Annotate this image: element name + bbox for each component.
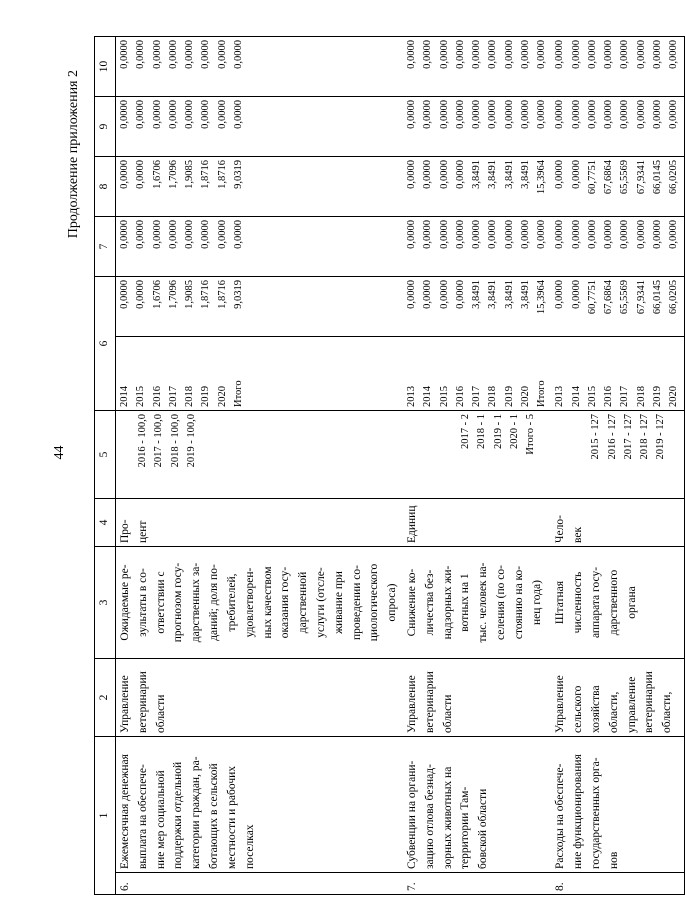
cell-line: 0,0000 [135, 160, 147, 189]
cell-line: 0,0000 [232, 100, 244, 129]
cell-line: 0,0000 [554, 40, 566, 69]
table-row [116, 37, 404, 895]
cell-line: 2014 [119, 386, 130, 407]
cell-line: 2015 [135, 386, 147, 407]
cell-line: 2018 - 100,0 [169, 414, 181, 468]
cell-line: 0,0000 [668, 40, 680, 69]
page-number: 44 [52, 445, 67, 460]
cell-line: 67,6864 [603, 160, 615, 195]
col-header-8: 8 [95, 157, 116, 217]
cell-line: 1,7096 [167, 160, 179, 189]
cell-line: выплата на обеспече- [136, 764, 149, 869]
cell-line: 0,0000 [216, 40, 228, 69]
cell-line: 0,0000 [406, 220, 417, 249]
expected-result [116, 547, 404, 659]
cell-line: 67,9341 [635, 280, 647, 315]
amount-c7 [403, 217, 551, 277]
cell-line: 0,0000 [184, 220, 196, 249]
cell-line: 0,0000 [586, 100, 598, 129]
cell-line: 0,0000 [216, 220, 228, 249]
cell-line: 2018 [184, 386, 196, 407]
cell-line: 0,0000 [200, 220, 212, 249]
col-header-10: 10 [95, 37, 116, 97]
cell-line: 0,0000 [151, 40, 163, 69]
cell-line: 60,7751 [586, 280, 598, 315]
amount-c9 [551, 97, 684, 157]
cell-line: услуги (отсле- [314, 567, 327, 638]
cell-line: зацию отлова безнад- [423, 764, 436, 869]
cell-line: численность [572, 571, 585, 634]
cell-line: 0,0000 [619, 220, 631, 249]
cell-line: 0,0000 [438, 40, 450, 69]
cell-line: 15,3964 [536, 160, 548, 195]
cell-line: век [572, 526, 585, 543]
cell-line: 0,0000 [232, 220, 244, 249]
cell-line: 2018 - 127 [639, 414, 651, 460]
cell-line: 1,6706 [151, 280, 163, 309]
table-row [551, 37, 684, 895]
cell-line: Ежемесячная денежная [119, 754, 131, 869]
cell-line: селения (по со- [495, 565, 508, 640]
cell-line: государственных орга- [590, 757, 603, 869]
cell-line: 0,0000 [487, 220, 499, 249]
cell-line: 66,0145 [651, 280, 663, 315]
cell-line: 0,0000 [586, 40, 598, 69]
executor [403, 659, 551, 737]
cell-line: 0,0000 [200, 40, 212, 69]
program-table [94, 36, 685, 895]
row-number: 7. [403, 873, 551, 895]
cell-line: ботающих в сельской [208, 763, 221, 869]
cell-line: Единиц [406, 505, 418, 543]
cell-line: 1,7096 [167, 280, 179, 309]
cell-line: 0,0000 [135, 280, 147, 309]
executor [116, 659, 404, 737]
cell-line: области [154, 694, 167, 733]
cell-line: Чело- [554, 515, 567, 543]
cell-line: аппарата госу- [590, 566, 603, 639]
event-name [116, 737, 404, 873]
cell-line: 0,0000 [422, 220, 434, 249]
cell-line: 0,0000 [200, 100, 212, 129]
cell-line: дарственных за- [190, 562, 203, 643]
cell-line: местности и рабочих [225, 765, 238, 869]
cell-line: Субвенции на органи- [406, 760, 418, 869]
cell-line: категории граждан, ра- [190, 756, 203, 869]
event-name [403, 737, 551, 873]
cell-line: 0,0000 [135, 40, 147, 69]
cell-line: 0,0000 [635, 220, 647, 249]
amount-c6 [551, 277, 684, 337]
cell-line: 66,0205 [668, 160, 680, 195]
cell-line: 1,8716 [216, 280, 228, 309]
cell-line: 2018 - 1 [476, 414, 488, 449]
cell-line: 0,0000 [519, 220, 531, 249]
cell-line: Управление [119, 675, 131, 733]
cell-line: 2015 - 127 [590, 414, 602, 460]
cell-line: 0,0000 [438, 160, 450, 189]
cell-line: 0,0000 [471, 40, 483, 69]
cell-line: 3,8491 [503, 280, 515, 309]
cell-line: 0,0000 [651, 220, 663, 249]
cell-line: 0,0000 [554, 220, 566, 249]
col-header-2: 2 [95, 659, 116, 737]
cell-line: ветеринарии [423, 671, 436, 733]
cell-line: дарственного [607, 569, 620, 636]
target-values [116, 411, 404, 499]
cell-line: зорных животных на [441, 766, 454, 869]
cell-line: 3,8491 [487, 160, 499, 189]
col-header-7: 7 [95, 217, 116, 277]
amount-c9 [116, 97, 404, 157]
cell-line: 2017 - 127 [622, 414, 634, 460]
cell-line: 0,0000 [503, 220, 515, 249]
expected-result [551, 547, 684, 659]
target-values [551, 411, 684, 499]
cell-line: 3,8491 [519, 160, 531, 189]
cell-line: 2018 [487, 386, 499, 407]
cell-line: цент [136, 520, 149, 543]
cell-line: ветеринарии [136, 671, 149, 733]
cell-line: ответствии с [154, 571, 167, 634]
amount-c6 [403, 277, 551, 337]
cell-line: 2017 [619, 386, 631, 407]
cell-line: 0,0000 [570, 220, 582, 249]
cell-line: области, [607, 691, 620, 733]
cell-line: территории Там- [459, 786, 472, 869]
cell-line: 0,0000 [570, 40, 582, 69]
cell-line: 67,6864 [603, 280, 615, 315]
cell-line: 65,5569 [619, 280, 631, 315]
cell-line: дарственной [297, 571, 310, 634]
col-header-3: 3 [95, 547, 116, 659]
cell-line: 0,0000 [570, 100, 582, 129]
cell-line: 9,0319 [232, 160, 244, 189]
cell-line: поселках [243, 824, 256, 869]
cell-line: 0,0000 [619, 40, 631, 69]
cell-line: 0,0000 [668, 220, 680, 249]
cell-line: 3,8491 [503, 160, 515, 189]
cell-line: стоянию на ко- [512, 565, 525, 640]
cell-line: 2017 [471, 386, 483, 407]
cell-line: 0,0000 [471, 220, 483, 249]
cell-line: 0,0000 [586, 220, 598, 249]
cell-line: 0,0000 [487, 40, 499, 69]
cell-line: 0,0000 [503, 40, 515, 69]
cell-line: 0,0000 [454, 280, 466, 309]
cell-line: 2019 [651, 386, 663, 407]
years [551, 337, 684, 411]
cell-line: 2020 - 1 [508, 414, 520, 449]
cell-line: 0,0000 [406, 160, 417, 189]
cell-line: 0,0000 [184, 40, 196, 69]
amount-c8 [551, 157, 684, 217]
cell-line: 0,0000 [454, 100, 466, 129]
cell-line: 0,0000 [570, 280, 582, 309]
cell-line: 2020 [216, 386, 228, 407]
cell-line: 0,0000 [119, 220, 130, 249]
cell-line: 66,0145 [651, 160, 663, 195]
cell-line: 0,0000 [471, 100, 483, 129]
col-header-4: 4 [95, 499, 116, 547]
cell-line: 0,0000 [119, 100, 130, 129]
cell-line: 0,0000 [151, 100, 163, 129]
event-name [551, 737, 684, 873]
cell-line: тыс. человек на- [477, 562, 490, 643]
cell-line: 0,0000 [570, 160, 582, 189]
cell-line: 2013 [406, 386, 417, 407]
unit [116, 499, 404, 547]
cell-line: 0,0000 [635, 100, 647, 129]
cell-line: оказания госу- [279, 566, 292, 639]
cell-line: надзорных жи- [441, 565, 454, 640]
cell-line: удовлетворен- [243, 567, 256, 638]
cell-line: 0,0000 [438, 100, 450, 129]
cell-line: 2018 [635, 386, 647, 407]
cell-line: Расходы на обеспече- [554, 763, 567, 869]
cell-line: бовской области [477, 788, 490, 869]
cell-line: 0,0000 [668, 100, 680, 129]
cell-line: 0,0000 [438, 280, 450, 309]
unit [551, 499, 684, 547]
cell-line: 2019 - 127 [655, 414, 667, 460]
cell-line: 1,8716 [200, 280, 212, 309]
cell-line: прогнозом госу- [172, 562, 185, 643]
cell-line: области, [661, 691, 674, 733]
cell-line: 2015 [586, 386, 598, 407]
cell-line: 0,0000 [406, 100, 417, 129]
cell-line: 0,0000 [119, 40, 130, 69]
cell-line: 0,0000 [519, 40, 531, 69]
cell-line: ных качеством [261, 566, 274, 639]
cell-line: 0,0000 [438, 220, 450, 249]
amount-c9 [403, 97, 551, 157]
amount-c8 [403, 157, 551, 217]
cell-line: опроса) [386, 583, 399, 622]
years [116, 337, 404, 411]
cell-line: Штатная [554, 580, 567, 625]
cell-line: 2013 [554, 386, 566, 407]
cell-line: 0,0000 [232, 40, 244, 69]
cell-line: 0,0000 [554, 100, 566, 129]
cell-line: 0,0000 [406, 280, 417, 309]
cell-line: 2016 [603, 386, 615, 407]
cell-line: 0,0000 [454, 220, 466, 249]
cell-line: 0,0000 [619, 100, 631, 129]
amount-c7 [551, 217, 684, 277]
cell-line: 0,0000 [422, 280, 434, 309]
amount-c7 [116, 217, 404, 277]
cell-line: 2016 - 127 [606, 414, 618, 460]
cell-line: 15,3964 [536, 280, 548, 315]
cell-line: ветеринарии [643, 671, 656, 733]
amount-c10 [551, 37, 684, 97]
row-number: 6. [116, 873, 404, 895]
cell-line: хозяйства [590, 685, 603, 733]
cell-line: требителей, [225, 573, 238, 632]
cell-line: 0,0000 [167, 40, 179, 69]
cell-line: 0,0000 [135, 100, 147, 129]
cell-line: 0,0000 [487, 100, 499, 129]
cell-line: 2015 [438, 386, 450, 407]
cell-line: 2016 [454, 386, 466, 407]
col-header-6: 6 [95, 277, 116, 411]
cell-line: 0,0000 [119, 280, 130, 309]
cell-line: области [441, 694, 454, 733]
cell-line: 0,0000 [519, 100, 531, 129]
cell-line: 1,6706 [151, 160, 163, 189]
cell-line: сельского [572, 685, 585, 733]
cell-line: нец года) [530, 580, 543, 625]
cell-line: 0,0000 [651, 40, 663, 69]
cell-line: циологического [368, 563, 381, 642]
cell-line: 0,0000 [151, 220, 163, 249]
cell-line: 0,0000 [406, 40, 417, 69]
col-header-1: 1 [95, 737, 116, 895]
cell-line: ние функционирования [572, 754, 585, 869]
header-row [95, 37, 116, 895]
cell-line: 0,0000 [536, 100, 548, 129]
cell-line: Управление [554, 675, 567, 733]
cell-line: 0,0000 [554, 160, 566, 189]
cell-line: 0,0000 [454, 160, 466, 189]
cell-line: Ожидаемые ре- [119, 564, 131, 641]
cell-line: 9,0319 [232, 280, 244, 309]
cell-line: даний; доля по- [208, 564, 221, 641]
cell-line: 3,8491 [471, 280, 483, 309]
cell-line: 0,0000 [422, 100, 434, 129]
cell-line: 2014 [570, 386, 582, 407]
cell-line: живание при [332, 571, 345, 634]
cell-line: 1,8716 [200, 160, 212, 189]
cell-line: 0,0000 [603, 100, 615, 129]
cell-line: 67,9341 [635, 160, 647, 195]
cell-line: 2019 [503, 386, 515, 407]
cell-line: 60,7751 [586, 160, 598, 195]
cell-line: 0,0000 [554, 280, 566, 309]
cell-line: 1,8716 [216, 160, 228, 189]
cell-line: Снижение ко- [406, 568, 418, 637]
cell-line: 2014 [422, 386, 434, 407]
cell-line: 2017 - 2 [460, 414, 471, 449]
cell-line: Управление [406, 675, 418, 733]
cell-line: 0,0000 [184, 100, 196, 129]
cell-line: 3,8491 [487, 280, 499, 309]
cell-line: 0,0000 [635, 40, 647, 69]
cell-line: 0,0000 [503, 100, 515, 129]
cell-line: управление [625, 676, 638, 733]
cell-line: 0,0000 [422, 160, 434, 189]
cell-line: Про- [119, 519, 131, 543]
cell-line: 3,8491 [471, 160, 483, 189]
executor [551, 659, 684, 737]
cell-line: 2016 [151, 386, 163, 407]
cell-line: 0,0000 [422, 40, 434, 69]
amount-c6 [116, 277, 404, 337]
cell-line: 0,0000 [119, 160, 130, 189]
cell-line: зультаты в со- [136, 568, 149, 637]
years [403, 337, 551, 411]
cell-line: проведении со- [350, 565, 363, 640]
cell-line: 2019 [200, 386, 212, 407]
cell-line: 1,9085 [184, 280, 196, 309]
cell-line: 0,0000 [167, 100, 179, 129]
col-header-9: 9 [95, 97, 116, 157]
cell-line: 2019 - 1 [492, 414, 504, 449]
cell-line: 65,5569 [619, 160, 631, 195]
cell-line: 0,0000 [603, 40, 615, 69]
cell-line: 2017 [167, 386, 179, 407]
cell-line: нов [607, 851, 620, 869]
unit [403, 499, 551, 547]
cell-line: 2020 [519, 386, 531, 407]
cell-line: вотных на 1 [459, 573, 472, 632]
amount-c10 [403, 37, 551, 97]
cell-line: 0,0000 [536, 40, 548, 69]
cell-line: 0,0000 [216, 100, 228, 129]
cell-line: 2020 [668, 386, 680, 407]
cell-line: 66,0205 [668, 280, 680, 315]
cell-line: 2017 - 100,0 [153, 414, 165, 468]
continuation-label: Продолжение приложения 2 [66, 70, 81, 239]
table-row [403, 37, 551, 895]
cell-line: 3,8491 [519, 280, 531, 309]
cell-line: Итого - 5 [525, 414, 537, 455]
cell-line: Итого [232, 380, 244, 407]
cell-line: 0,0000 [651, 100, 663, 129]
cell-line: 0,0000 [135, 220, 147, 249]
cell-line: 0,0000 [536, 220, 548, 249]
cell-line: 2019 - 100,0 [185, 414, 197, 468]
cell-line: 0,0000 [167, 220, 179, 249]
expected-result [403, 547, 551, 659]
cell-line: поддержки отдельной [172, 761, 185, 869]
cell-line: 0,0000 [603, 220, 615, 249]
cell-line: ние мер социальной [154, 770, 167, 869]
cell-line: 0,0000 [454, 40, 466, 69]
row-number: 8. [551, 873, 684, 895]
cell-line: 2016 - 100,0 [137, 414, 148, 468]
cell-line: Итого [536, 380, 548, 407]
col-header-5: 5 [95, 411, 116, 499]
target-values [403, 411, 551, 499]
amount-c8 [116, 157, 404, 217]
amount-c10 [116, 37, 404, 97]
cell-line: органа [625, 586, 638, 619]
cell-line: 1,9085 [184, 160, 196, 189]
cell-line: личества без- [423, 569, 436, 636]
